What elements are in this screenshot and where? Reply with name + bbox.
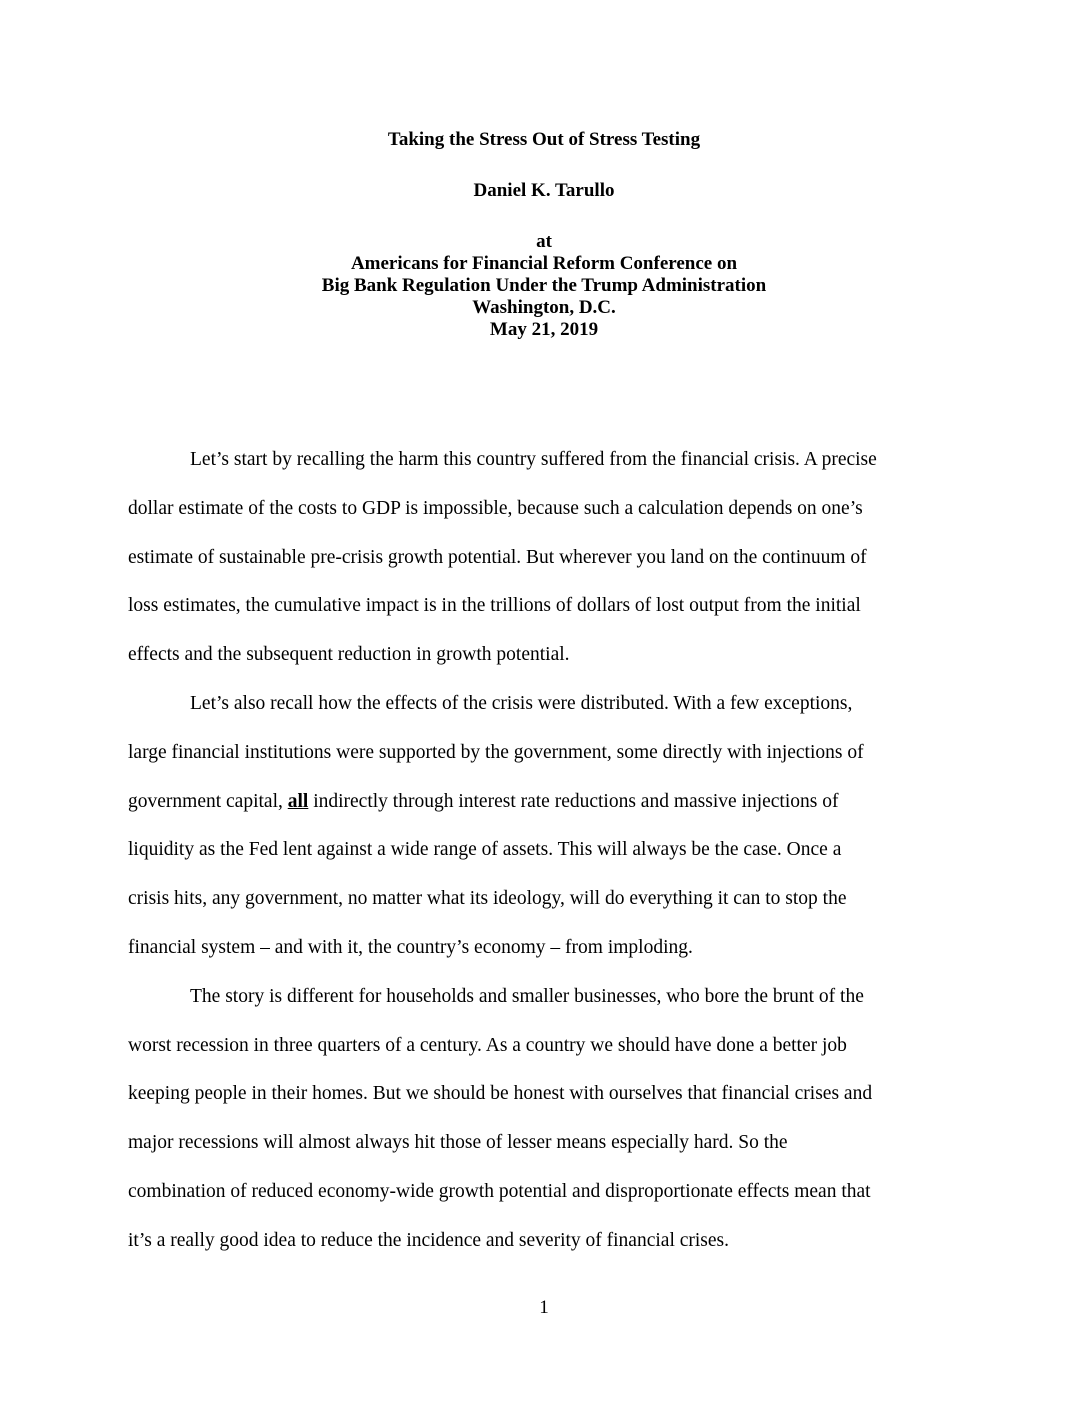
at-label: at	[536, 231, 552, 252]
page-number: 1	[539, 1297, 549, 1318]
paragraph-line: worst recession in three quarters of a century. As a country we should have done a better job	[128, 1034, 847, 1056]
event-name-line-1: Americans for Financial Reform Conference on	[350, 253, 738, 274]
paragraph-line: crisis hits, any government, no matter what its ideology, will do everything it can to stop the	[128, 888, 847, 910]
paragraph-line: large financial institutions were supported by the government, some directly with injections of	[128, 741, 864, 763]
document-title: Taking the Stress Out of Stress Testing	[387, 129, 701, 150]
paragraph-line: Let’s start by recalling the harm this country suffered from the financial crisis. A precise	[190, 449, 877, 470]
text-run: government capital,	[128, 790, 288, 812]
event-name-line-2: Big Bank Regulation Under the Trump Administration	[321, 275, 767, 296]
document-header	[0, 129, 1088, 151]
text-run: indirectly through interest rate reductions and massive injections of	[308, 790, 839, 812]
paragraph-1	[128, 436, 958, 680]
paragraph-line: loss estimates, the cumulative impact is in the trillions of dollars of lost output from the initial	[128, 595, 861, 617]
paragraph-line: major recessions will almost always hit those of lesser means especially hard. So the	[128, 1132, 788, 1154]
paragraph-line: liquidity as the Fed lent against a wide range of assets. This will always be the case. Once a	[128, 839, 842, 861]
paragraph-line: The story is different for households and smaller businesses, who bore the brunt of the	[190, 985, 864, 1007]
emphasized-word: all	[287, 790, 309, 812]
paragraph-3	[128, 973, 958, 1266]
paragraph-line: Let’s also recall how the effects of the crisis were distributed. With a few exceptions,	[190, 692, 853, 714]
author-block	[0, 180, 1088, 202]
author-name: Daniel K. Tarullo	[473, 180, 615, 201]
paragraph-line: keeping people in their homes. But we should be honest with ourselves that financial crises and	[128, 1083, 873, 1105]
paragraph-line: estimate of sustainable pre-crisis growth potential. But wherever you land on the continuum of	[128, 546, 867, 568]
paragraph-line: dollar estimate of the costs to GDP is impossible, because such a calculation depends on one’s	[128, 497, 863, 519]
paragraph-line: financial system – and with it, the country’s economy – from imploding.	[128, 936, 693, 958]
paragraph-line: combination of reduced economy-wide growth potential and disproportionate effects mean that	[128, 1180, 871, 1202]
event-date: May 21, 2019	[489, 319, 599, 340]
event-location: Washington, D.C.	[472, 297, 616, 318]
paragraph-line	[128, 778, 958, 827]
event-block	[0, 231, 1088, 341]
document-body	[128, 436, 958, 1266]
paragraph-line: it’s a really good idea to reduce the incidence and severity of financial crises.	[128, 1229, 730, 1251]
paragraph-2	[128, 680, 958, 973]
paragraph-line: effects and the subsequent reduction in growth potential.	[128, 644, 570, 666]
